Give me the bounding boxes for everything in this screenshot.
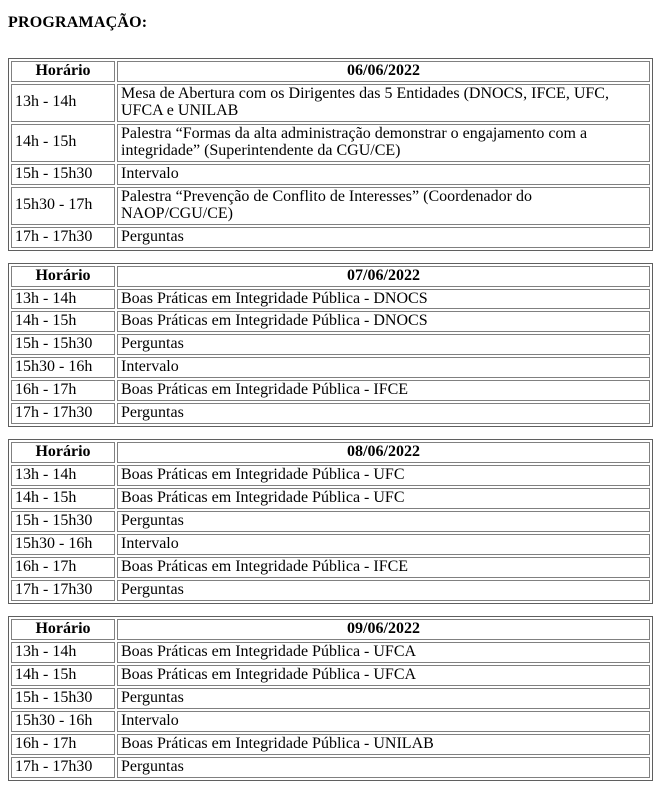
date-column-header: 06/06/2022 xyxy=(117,61,650,82)
schedule-row xyxy=(11,688,650,709)
activity-cell: Palestra “Formas da alta administração demonstrar o engajamento com a integridade” (Superintendente da CGU/CE) xyxy=(117,124,650,162)
table-header-row xyxy=(11,266,650,287)
schedule-tables-container xyxy=(8,58,653,781)
activity-cell: Mesa de Abertura com os Dirigentes das 5 Entidades (DNOCS, IFCE, UFC, UFCA e UNILAB xyxy=(117,84,650,122)
page-title: PROGRAMAÇÃO: xyxy=(8,14,148,31)
time-cell: 16h - 17h xyxy=(11,557,115,578)
schedule-row xyxy=(11,187,650,225)
activity-cell: Perguntas xyxy=(117,580,650,601)
schedule-row xyxy=(11,711,650,732)
time-cell: 17h - 17h30 xyxy=(11,227,115,248)
date-column-header: 09/06/2022 xyxy=(117,619,650,640)
schedule-row xyxy=(11,227,650,248)
activity-cell: Boas Práticas em Integridade Pública - UFC xyxy=(117,465,650,486)
table-header-row xyxy=(11,61,650,82)
time-cell: 15h30 - 16h xyxy=(11,357,115,378)
schedule-row xyxy=(11,380,650,401)
activity-cell: Perguntas xyxy=(117,334,650,355)
schedule-row xyxy=(11,357,650,378)
activity-cell: Intervalo xyxy=(117,357,650,378)
schedule-row xyxy=(11,403,650,424)
schedule-row xyxy=(11,334,650,355)
time-cell: 15h - 15h30 xyxy=(11,511,115,532)
activity-cell: Boas Práticas em Integridade Pública - DNOCS xyxy=(117,311,650,332)
schedule-row xyxy=(11,557,650,578)
table-header-row xyxy=(11,442,650,463)
schedule-row xyxy=(11,511,650,532)
schedule-row xyxy=(11,665,650,686)
time-cell: 13h - 14h xyxy=(11,465,115,486)
date-column-header: 08/06/2022 xyxy=(117,442,650,463)
date-column-header: 07/06/2022 xyxy=(117,266,650,287)
time-cell: 17h - 17h30 xyxy=(11,403,115,424)
time-cell: 13h - 14h xyxy=(11,642,115,663)
activity-cell: Perguntas xyxy=(117,227,650,248)
activity-cell: Palestra “Prevenção de Conflito de Interesses” (Coordenador do NAOP/CGU/CE) xyxy=(117,187,650,225)
activity-cell: Boas Práticas em Integridade Pública - UFC xyxy=(117,488,650,509)
time-cell: 15h - 15h30 xyxy=(11,164,115,185)
time-cell: 15h30 - 17h xyxy=(11,187,115,225)
activity-cell: Boas Práticas em Integridade Pública - DNOCS xyxy=(117,289,650,310)
activity-cell: Perguntas xyxy=(117,688,650,709)
schedule-row xyxy=(11,465,650,486)
time-cell: 13h - 14h xyxy=(11,289,115,310)
time-cell: 15h - 15h30 xyxy=(11,334,115,355)
activity-cell: Boas Práticas em Integridade Pública - IFCE xyxy=(117,380,650,401)
schedule-row xyxy=(11,84,650,122)
time-cell: 15h30 - 16h xyxy=(11,711,115,732)
time-cell: 13h - 14h xyxy=(11,84,115,122)
activity-cell: Boas Práticas em Integridade Pública - UNILAB xyxy=(117,734,650,755)
time-cell: 15h30 - 16h xyxy=(11,534,115,555)
schedule-row xyxy=(11,642,650,663)
schedule-row xyxy=(11,488,650,509)
time-cell: 14h - 15h xyxy=(11,488,115,509)
time-cell: 17h - 17h30 xyxy=(11,757,115,778)
time-column-header: Horário xyxy=(11,619,115,640)
schedule-row xyxy=(11,757,650,778)
time-column-header: Horário xyxy=(11,266,115,287)
schedule-table-day-3 xyxy=(8,439,653,604)
schedule-table-day-4 xyxy=(8,616,653,781)
time-column-header: Horário xyxy=(11,61,115,82)
activity-cell: Perguntas xyxy=(117,757,650,778)
activity-cell: Perguntas xyxy=(117,511,650,532)
schedule-row xyxy=(11,289,650,310)
activity-cell: Intervalo xyxy=(117,534,650,555)
schedule-row xyxy=(11,734,650,755)
schedule-table-day-2 xyxy=(8,263,653,428)
activity-cell: Intervalo xyxy=(117,711,650,732)
activity-cell: Boas Práticas em Integridade Pública - UFCA xyxy=(117,665,650,686)
activity-cell: Boas Práticas em Integridade Pública - IFCE xyxy=(117,557,650,578)
time-column-header: Horário xyxy=(11,442,115,463)
schedule-row xyxy=(11,534,650,555)
activity-cell: Boas Práticas em Integridade Pública - UFCA xyxy=(117,642,650,663)
schedule-row xyxy=(11,124,650,162)
time-cell: 14h - 15h xyxy=(11,665,115,686)
schedule-table-day-1 xyxy=(8,58,653,251)
activity-cell: Perguntas xyxy=(117,403,650,424)
time-cell: 15h - 15h30 xyxy=(11,688,115,709)
time-cell: 17h - 17h30 xyxy=(11,580,115,601)
time-cell: 16h - 17h xyxy=(11,380,115,401)
schedule-row xyxy=(11,311,650,332)
time-cell: 14h - 15h xyxy=(11,311,115,332)
time-cell: 16h - 17h xyxy=(11,734,115,755)
time-cell: 14h - 15h xyxy=(11,124,115,162)
activity-cell: Intervalo xyxy=(117,164,650,185)
table-header-row xyxy=(11,619,650,640)
schedule-row xyxy=(11,580,650,601)
schedule-row xyxy=(11,164,650,185)
